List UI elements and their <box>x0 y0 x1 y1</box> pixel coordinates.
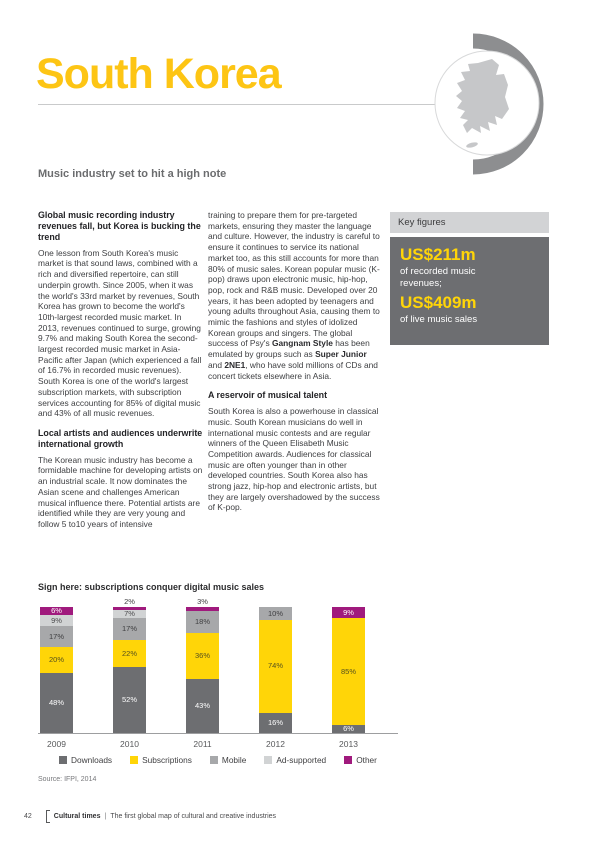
key-figure-value: US$409m <box>400 293 477 312</box>
stacked-bar-2013 <box>332 607 365 733</box>
legend-item <box>264 755 326 765</box>
bar-segment-mobile: 17% <box>40 626 73 647</box>
bar-segment-downloads: 16% <box>259 713 292 733</box>
footer-divider: | <box>104 813 107 820</box>
bar-segment-subscriptions: 36% <box>186 633 219 678</box>
chart-legend <box>38 755 398 765</box>
x-axis-label: 2010 <box>120 739 139 749</box>
bar-segment-subscriptions: 74% <box>259 620 292 713</box>
bar-segment-ad-supported: 9% <box>40 615 73 626</box>
legend-swatch-icon <box>210 756 218 764</box>
body-column-1 <box>38 210 204 538</box>
bold-text-run: Gangnam Style <box>271 338 333 349</box>
page-number: 42 <box>24 813 32 820</box>
stacked-bar-2011 <box>186 597 219 733</box>
x-axis-label: 2013 <box>339 739 358 749</box>
key-figure-label: of live music sales <box>400 314 478 325</box>
section-heading: Local artists and audiences underwrite international growth <box>38 427 203 449</box>
body-paragraph: One lesson from South Korea's music market is that sound laws, combined with a rich and diversified repertoire, can still underpin growth. Since 2005, when it was the world's 33rd market by revenues, South Korea has grown to become the world's 10th-largest recorded music market. In 2013, revenues continued to surge, growing 9.7% and making South Korea the second-largest recorded music market in Asia-Pacific after Japan (which experienced a fall of 16.7% in recorded music revenues). South Korea is one of the world's largest subscription markets, with subscription services accounting for 85% of digital music and 43% of all music revenues. <box>38 247 202 419</box>
x-axis-label: 2009 <box>47 739 66 749</box>
key-figure-label: of recorded music revenues; <box>400 266 476 289</box>
body-paragraph: South Korea is also a powerhouse in classical music. South Korean musicians do well in international music contests and are regular winners of the Queen Elisabeth Music Competition awards. Audiences for classical music are often younger than in other developed countries. South Korea also has strong jazz, hip-hop and electronic artists, but they are largely overshadowed by the success of K-pop. <box>208 406 380 513</box>
chart-source: Source: IFPI, 2014 <box>38 776 97 783</box>
body-column-2 <box>208 210 382 521</box>
text-run: has been emulated by groups such as <box>208 338 370 360</box>
stacked-bar-2012 <box>259 607 292 733</box>
stacked-bar-2010 <box>113 597 146 733</box>
legend-label: Subscriptions <box>142 755 192 765</box>
key-figures-header: Key figures <box>390 212 549 233</box>
section-heading: A reservoir of musical talent <box>208 390 328 401</box>
stacked-bar-2009 <box>40 607 73 733</box>
x-axis-label: 2012 <box>266 739 285 749</box>
legend-swatch-icon <box>130 756 138 764</box>
bar-segment-label: 3% <box>197 597 208 607</box>
south-korea-map-icon <box>420 28 555 183</box>
body-paragraph: The Korean music industry has become a formidable machine for developing artists on an industrial scale. It now dominates the Asian scene and challenges American musical influence there. Potential artists are identified while they are very young and follow 5 to10 years of intensive <box>38 454 203 529</box>
legend-item <box>59 755 112 765</box>
chart-title: Sign here: subscriptions conquer digital music sales <box>38 582 265 592</box>
legend-item <box>210 755 246 765</box>
legend-label: Other <box>356 755 377 765</box>
x-axis <box>38 734 398 750</box>
title-rule <box>38 104 468 105</box>
page-subtitle: Music industry set to hit a high note <box>38 168 227 180</box>
bar-segment-downloads: 52% <box>113 667 146 733</box>
page-title: South Korea <box>36 50 281 98</box>
text-run: and <box>208 359 225 370</box>
key-figure-value: US$211m <box>400 245 476 264</box>
bar-segment-downloads: 43% <box>186 679 219 733</box>
footer-text: The first global map of cultural and creative industries <box>110 813 277 820</box>
text-run: , who have sold millions of CDs and concert tickets elsewhere in Asia. <box>208 359 378 381</box>
bar-segment-subscriptions: 22% <box>113 640 146 668</box>
bar-segment-label: 2% <box>124 597 135 607</box>
section-heading: Global music recording industry revenues fall, but Korea is bucking the trend <box>38 210 201 242</box>
legend-swatch-icon <box>344 756 352 764</box>
legend-label: Downloads <box>71 755 113 765</box>
bold-text-run: Super Junior <box>315 349 367 360</box>
chart-section <box>38 582 550 783</box>
bar-segment-other: 6% <box>40 607 73 615</box>
legend-swatch-icon <box>59 756 67 764</box>
footer-bracket <box>46 810 50 823</box>
legend-label: Mobile <box>221 755 247 765</box>
body-paragraph <box>208 210 382 381</box>
bar-segment-downloads: 6% <box>332 725 365 733</box>
x-axis-label: 2011 <box>193 739 212 749</box>
legend-item <box>130 755 192 765</box>
bar-segment-ad-supported: 7% <box>113 610 146 619</box>
bar-segment-other: 9% <box>332 607 365 618</box>
chart-plot <box>38 597 398 734</box>
bar-segment-mobile: 17% <box>113 618 146 639</box>
page-footer <box>24 810 276 823</box>
legend-swatch-icon <box>264 756 272 764</box>
text-run: training to prepare them for pre-targeted markets, ensuring they master the language and culture. However, the industry is careful to ensure it continues to service its national market too, as this still accounts for more than 80% of music sales. Korean popular music (K-pop) draws upon electronic music, hip-hop, pop, rock and R&B music. Developed over 20 years, it has been adopted by teenagers and young adults throughout Asia, causing them to mimic the fashions and styles of idolized Korean groups and singers. The global success of Psy's <box>208 210 380 349</box>
footer-brand: Cultural times <box>53 813 101 820</box>
bar-segment-subscriptions: 85% <box>332 618 365 725</box>
bar-segment-downloads: 48% <box>40 673 73 733</box>
bar-segment-mobile: 18% <box>186 611 219 634</box>
bar-segment-mobile: 10% <box>259 607 292 620</box>
legend-label: Ad-supported <box>276 755 327 765</box>
key-figures-panel <box>390 212 549 345</box>
bar-segment-subscriptions: 20% <box>40 647 73 672</box>
bold-text-run: 2NE1 <box>224 359 246 370</box>
legend-item <box>344 755 377 765</box>
key-figures-box <box>390 237 549 345</box>
